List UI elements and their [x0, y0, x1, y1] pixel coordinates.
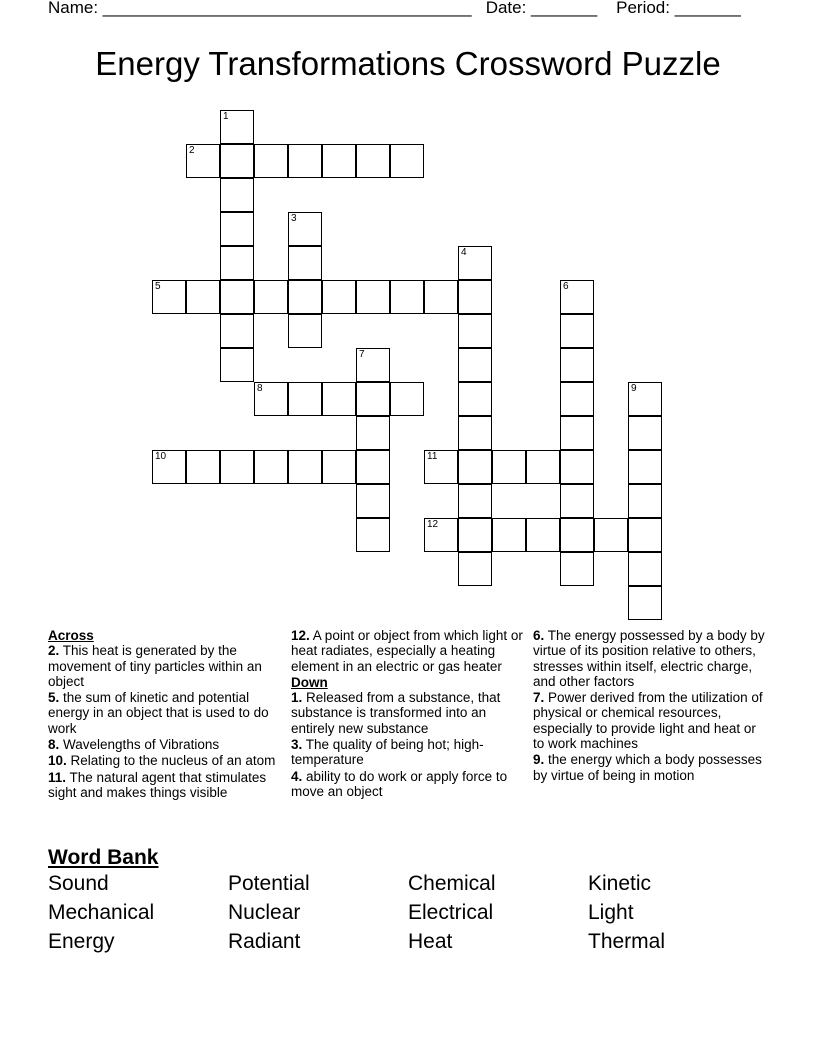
crossword-cell[interactable] [458, 348, 492, 382]
crossword-cell[interactable] [458, 382, 492, 416]
cell-number: 10 [155, 451, 167, 462]
crossword-cell[interactable] [288, 144, 322, 178]
crossword-cell[interactable] [458, 450, 492, 484]
crossword-cell[interactable] [560, 484, 594, 518]
word-bank-word: Light [588, 901, 634, 924]
crossword-cell[interactable] [628, 552, 662, 586]
crossword-cell[interactable] [220, 280, 254, 314]
crossword-cell[interactable] [322, 450, 356, 484]
clue-number: 5. [48, 690, 60, 706]
word-bank [48, 872, 768, 954]
crossword-cell[interactable] [424, 280, 458, 314]
crossword-cell[interactable] [356, 416, 390, 450]
across-heading: Across [48, 628, 94, 643]
clue-down-3 [291, 737, 523, 768]
crossword-cell[interactable] [526, 518, 560, 552]
crossword-cell[interactable] [560, 314, 594, 348]
crossword-cell[interactable] [356, 382, 390, 416]
crossword-cell[interactable] [492, 518, 526, 552]
cell-number: 2 [189, 145, 195, 156]
cell-number: 5 [155, 281, 161, 292]
clue-down-9 [533, 752, 769, 783]
clue-number: 2. [48, 643, 60, 659]
word-bank-word: Electrical [408, 901, 494, 924]
clue-number: 11. [48, 769, 67, 785]
clue-number: 10. [48, 753, 67, 769]
clue-down-6 [533, 628, 769, 689]
crossword-cell[interactable] [220, 450, 254, 484]
clue-text: Released from a substance, that substance is transformed into an entirely new substance [291, 690, 501, 736]
crossword-cell[interactable] [560, 348, 594, 382]
down-heading: Down [291, 674, 328, 690]
clue-text: The energy possessed by a body by virtue of its position relative to others, stresses within itself, electric charge, and other factors [533, 628, 765, 689]
crossword-cell[interactable] [356, 280, 390, 314]
clue-text: This heat is generated by the movement of tiny particles within an object [48, 643, 262, 689]
clue-text: Relating to the nucleus of an atom [70, 753, 276, 769]
crossword-cell[interactable] [458, 246, 492, 280]
word-bank-word: Nuclear [228, 901, 301, 924]
crossword-cell[interactable] [288, 246, 322, 280]
crossword-cell[interactable] [254, 450, 288, 484]
crossword-cell[interactable] [288, 450, 322, 484]
clue-number: 1. [291, 690, 303, 706]
crossword-cell[interactable] [458, 280, 492, 314]
crossword-cell[interactable] [628, 484, 662, 518]
crossword-cell[interactable] [322, 144, 356, 178]
crossword-cell[interactable] [458, 552, 492, 586]
clue-number: 9. [533, 752, 545, 768]
crossword-cell[interactable] [560, 280, 594, 314]
cell-number: 1 [223, 111, 229, 122]
crossword-cell[interactable] [322, 382, 356, 416]
crossword-cell[interactable] [628, 586, 662, 620]
crossword-cell[interactable] [220, 246, 254, 280]
cell-number: 7 [359, 349, 365, 360]
crossword-cell[interactable] [560, 450, 594, 484]
crossword-cell[interactable] [390, 144, 424, 178]
word-bank-word: Heat [408, 930, 453, 953]
word-bank-word: Potential [228, 872, 310, 895]
clue-number: 6. [533, 628, 545, 643]
clue-text: ability to do work or apply force to move an object [291, 768, 508, 799]
crossword-cell[interactable] [628, 382, 662, 416]
crossword-cell[interactable] [628, 416, 662, 450]
crossword-cell[interactable] [390, 280, 424, 314]
crossword-cell[interactable] [356, 144, 390, 178]
word-bank-word: Kinetic [588, 872, 652, 895]
clue-number: 7. [533, 690, 545, 706]
crossword-cell[interactable] [288, 382, 322, 416]
header-fields: Name: _______________________________________ Date: _______ Period: _______ [48, 0, 741, 17]
crossword-cell[interactable] [288, 212, 322, 246]
word-bank-word: Mechanical [48, 901, 155, 924]
crossword-cell[interactable] [458, 314, 492, 348]
cell-number: 4 [461, 247, 467, 258]
clue-number: 3. [291, 737, 303, 753]
crossword-cell[interactable] [560, 382, 594, 416]
crossword-cell[interactable] [220, 178, 254, 212]
word-bank-title: Word Bank [48, 846, 159, 869]
clue-column-1 [48, 628, 284, 801]
cell-number: 6 [563, 281, 569, 292]
clue-text: Power derived from the utilization of physical or chemical resources, especially to provide light and heat or to work machines [533, 690, 763, 752]
crossword-cell[interactable] [322, 280, 356, 314]
clue-text: The quality of being hot; high-temperature [291, 737, 484, 768]
crossword-cell[interactable] [560, 416, 594, 450]
crossword-cell[interactable] [220, 348, 254, 382]
cell-number: 8 [257, 383, 263, 394]
clue-across-11 [48, 770, 284, 801]
clue-text: The natural agent that stimulates sight and makes things visible [48, 769, 267, 800]
crossword-cell[interactable] [152, 450, 186, 484]
crossword-cell[interactable] [254, 144, 288, 178]
crossword-cell[interactable] [288, 280, 322, 314]
clue-across-8 [48, 737, 284, 752]
crossword-cell[interactable] [254, 280, 288, 314]
clue-number: 4. [291, 768, 303, 784]
clue-text: A point or object from which light or heat radiates, especially a heating element in an electric or gas heater [291, 628, 523, 674]
clue-text: Wavelengths of Vibrations [63, 737, 220, 753]
clue-down-7 [533, 690, 769, 751]
clue-column-3 [533, 628, 769, 784]
clue-text: the sum of kinetic and potential energy in an object that is used to do work [48, 690, 269, 736]
crossword-cell[interactable] [220, 110, 254, 144]
crossword-cell[interactable] [526, 450, 560, 484]
crossword-cell[interactable] [390, 382, 424, 416]
word-bank-word: Sound [48, 872, 109, 895]
crossword-cell[interactable] [424, 450, 458, 484]
clue-down-1 [291, 690, 523, 736]
crossword-cell[interactable] [356, 348, 390, 382]
clue-number: 8. [48, 737, 60, 753]
crossword-cell[interactable] [356, 518, 390, 552]
crossword-cell[interactable] [186, 144, 220, 178]
word-bank-word: Energy [48, 930, 115, 953]
crossword-cell[interactable] [458, 484, 492, 518]
cell-number: 12 [427, 519, 439, 530]
cell-number: 3 [291, 213, 297, 224]
crossword-cell[interactable] [152, 280, 186, 314]
crossword-cell[interactable] [356, 484, 390, 518]
crossword-cell[interactable] [560, 552, 594, 586]
clue-number: 12. [291, 628, 310, 643]
crossword-cell[interactable] [424, 518, 458, 552]
crossword-cell[interactable] [220, 314, 254, 348]
crossword-cell[interactable] [628, 518, 662, 552]
clue-across-12 [291, 628, 523, 674]
crossword-cell[interactable] [560, 518, 594, 552]
clue-column-2 [291, 628, 523, 800]
clue-down-4 [291, 769, 523, 800]
crossword-cell[interactable] [492, 450, 526, 484]
crossword-cell[interactable] [594, 518, 628, 552]
clue-across-5 [48, 690, 284, 736]
crossword-cell[interactable] [220, 144, 254, 178]
crossword-cell[interactable] [186, 280, 220, 314]
crossword-cell[interactable] [254, 382, 288, 416]
page-title: Energy Transformations Crossword Puzzle [95, 45, 721, 82]
crossword-cell[interactable] [186, 450, 220, 484]
crossword-cell[interactable] [628, 450, 662, 484]
crossword-cell[interactable] [458, 416, 492, 450]
cell-number: 11 [427, 451, 438, 462]
crossword-cell[interactable] [458, 518, 492, 552]
word-bank-word: Thermal [588, 930, 666, 953]
clue-across-2 [48, 643, 284, 689]
word-bank-word: Chemical [408, 872, 496, 895]
clue-across-10 [48, 753, 284, 768]
crossword-cell[interactable] [356, 450, 390, 484]
clue-text: the energy which a body possesses by virtue of being in motion [533, 752, 762, 783]
word-bank-word: Radiant [228, 930, 301, 953]
crossword-cell[interactable] [220, 212, 254, 246]
crossword-cell[interactable] [288, 314, 322, 348]
cell-number: 9 [631, 383, 637, 394]
